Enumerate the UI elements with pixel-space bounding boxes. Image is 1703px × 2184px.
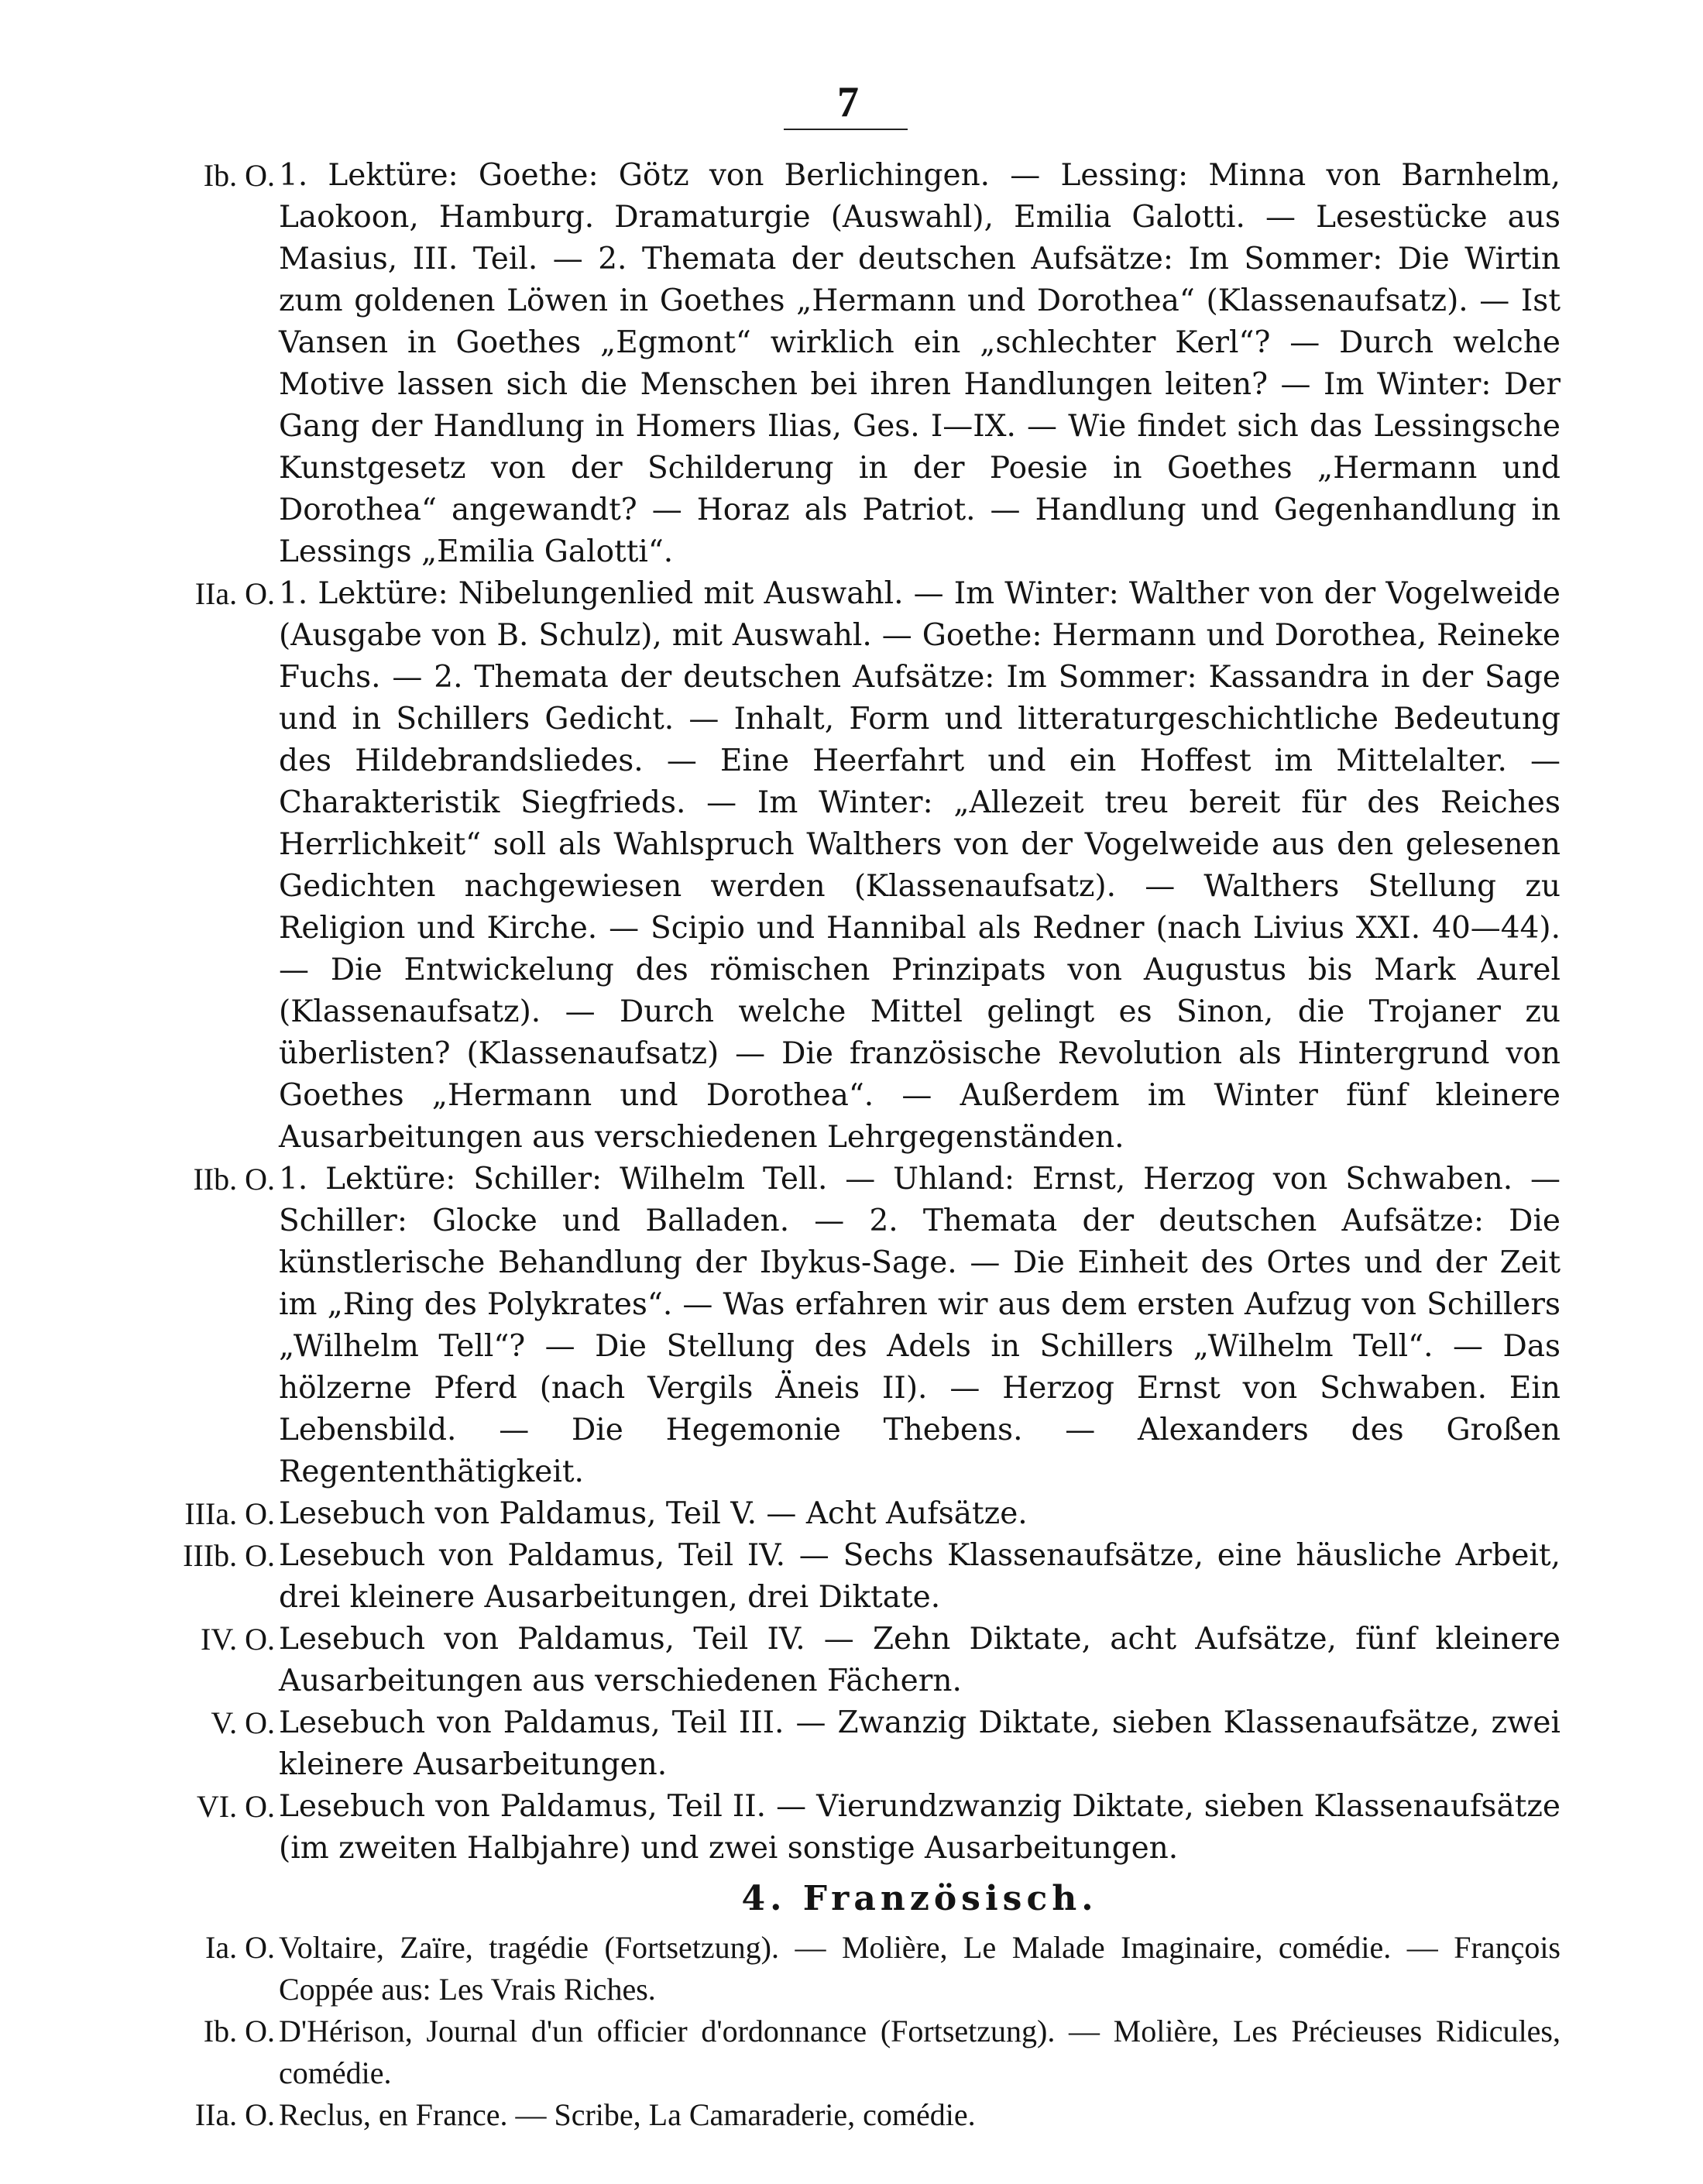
entry-text: Lesebuch von Paldamus, Teil II. — Vierundzwanzig Diktate, sieben Klassenaufsätze (im zweiten Halbjahre) und zwei sonstige Ausarbeitungen. [279,1789,1561,1866]
german-curriculum-list [143,155,1561,1870]
curriculum-entry [143,2011,1561,2094]
curriculum-entry [143,1619,1561,1702]
class-name: Ib. [203,158,238,193]
curriculum-entry [143,1535,1561,1619]
curriculum-entry [143,1927,1561,2011]
class-label [143,1927,275,1969]
entry-text: Lesebuch von Paldamus, Teil III. — Zwanzig Diktate, sieben Klassenaufsätze, zwei kleinere Ausarbeitungen. [279,1705,1561,1782]
class-name: IIa. [194,576,238,611]
page-number: 7 [837,78,859,126]
class-name: Ia. [205,1930,238,1965]
curriculum-entry [143,1159,1561,1493]
class-name: IIa. [194,2097,238,2132]
page-content [143,155,1561,2136]
class-label [143,1619,275,1660]
class-suffix: O. [245,2097,275,2132]
class-suffix: O. [245,1538,275,1573]
french-curriculum-list [143,1927,1561,2136]
class-label [143,1493,275,1535]
entry-text: Lesebuch von Paldamus, Teil IV. — Sechs Klassenaufsätze, eine häusliche Arbeit, drei kleinere Ausarbeitungen, drei Diktate. [279,1538,1561,1615]
class-suffix: O. [245,1496,275,1531]
class-label [143,1786,275,1828]
curriculum-entry [143,1702,1561,1786]
class-label [143,2094,275,2136]
class-suffix: O. [245,576,275,611]
entry-text: 1. Lektüre: Goethe: Götz von Berlichingen. — Lessing: Minna von Barnhelm, Laokoon, Hamburg. Dramaturgie (Auswahl), Emilia Galotti. — Lesestücke aus Masius, III. Teil. — 2. Themata der deutschen Aufsätze: Im Sommer: Die Wirtin zum goldenen Löwen in Goethes „Hermann und Dorothea“ (Klassenaufsatz). — Ist Vansen in Goethes „Egmont“ wirklich ein „schlechter Kerl“? — Durch welche Motive lassen sich die Menschen bei ihren Handlungen leiten? — Im Winter: Der Gang der Handlung in Homers Ilias, Ges. I—IX. — Wie findet sich das Lessingsche Kunstgesetz von der Schilderung in der Poesie in Goethes „Hermann und Dorothea“ angewandt? — Horaz als Patriot. — Handlung und Gegenhandlung in Lessings „Emilia Galotti“. [279,158,1561,569]
class-label [143,2011,275,2052]
class-name: IIb. [193,1162,238,1197]
curriculum-entry [143,573,1561,1159]
class-suffix: O. [245,1930,275,1965]
class-suffix: O. [245,1789,275,1824]
entry-text: Lesebuch von Paldamus, Teil IV. — Zehn Diktate, acht Aufsätze, fünf kleinere Ausarbeitungen aus verschiedenen Fächern. [279,1622,1561,1698]
class-label [143,155,275,197]
class-label [143,573,275,615]
curriculum-entry [143,1493,1561,1535]
section-heading: 4. Französisch. [741,1879,1098,1918]
class-label [143,1159,275,1200]
class-suffix: O. [245,158,275,193]
page-number-rule [784,129,908,130]
class-name: Ib. [203,2014,238,2048]
entry-text: Voltaire, Zaïre, tragédie (Fortsetzung). — Molière, Le Malade Imaginaire, comédie. — François Coppée aus: Les Vrais Riches. [279,1930,1561,2007]
curriculum-entry [143,155,1561,573]
entry-text: 1. Lektüre: Nibelungenlied mit Auswahl. — Im Winter: Walther von der Vogelweide (Ausgabe von B. Schulz), mit Auswahl. — Goethe: Hermann und Dorothea, Reineke Fuchs. — 2. Themata der deutschen Aufsätze: Im Sommer: Kassandra in der Sage und in Schillers Gedicht. — Inhalt, Form und litteraturgeschichtliche Bedeutung des Hildebrandsliedes. — Eine Heerfahrt und ein Hoffest im Mittelalter. — Charakteristik Siegfrieds. — Im Winter: „Allezeit treu bereit für des Reiches Herrlichkeit“ soll als Wahlspruch Walthers von der Vogelweide aus den gelesenen Gedichten nachgewiesen werden (Klassenaufsatz). — Walthers Stellung zu Religion und Kirche. — Scipio und Hannibal als Redner (nach Livius XXI. 40—44). — Die Entwickelung des römischen Prinzipats von Augustus bis Mark Aurel (Klassenaufsatz). — Durch welche Mittel gelingt es Sinon, die Trojaner zu überlisten? (Klassenaufsatz) — Die französische Revolution als Hintergrund von Goethes „Hermann und Dorothea“. — Außerdem im Winter fünf kleinere Ausarbeitungen aus verschiedenen Lehrgegenständen. [279,576,1561,1155]
entry-text: D'Hérison, Journal d'un officier d'ordonnance (Fortsetzung). — Molière, Les Précieuses Ridicules, comédie. [279,2014,1561,2090]
class-suffix: O. [245,2014,275,2048]
curriculum-entry [143,2094,1561,2136]
class-suffix: O. [245,1622,275,1657]
class-label [143,1535,275,1577]
entry-text: Lesebuch von Paldamus, Teil V. — Acht Aufsätze. [279,1496,1028,1531]
entry-text: 1. Lektüre: Schiller: Wilhelm Tell. — Uhland: Ernst, Herzog von Schwaben. — Schiller: Glocke und Balladen. — 2. Themata der deutschen Aufsätze: Die künstlerische Behandlung der Ibykus-Sage. — Die Einheit des Ortes und der Zeit im „Ring des Polykrates“. — Was erfahren wir aus dem ersten Aufzug von Schillers „Wilhelm Tell“? — Die Stellung des Adels in Schillers „Wilhelm Tell“. — Das hölzerne Pferd (nach Vergils Äneis II). — Herzog Ernst von Schwaben. Ein Lebensbild. — Die Hegemonie Thebens. — Alexanders des Großen Regententhätigkeit. [279,1162,1561,1489]
class-label [143,1702,275,1744]
entry-text: Reclus, en France. — Scribe, La Camaraderie, comédie. [279,2097,976,2132]
class-name: V. [211,1705,238,1740]
class-name: IIIb. [183,1538,238,1573]
class-suffix: O. [245,1705,275,1740]
class-name: VI. [196,1789,238,1824]
class-name: IV. [201,1622,238,1657]
curriculum-entry [143,1786,1561,1870]
class-name: IIIa. [184,1496,238,1531]
class-suffix: O. [245,1162,275,1197]
